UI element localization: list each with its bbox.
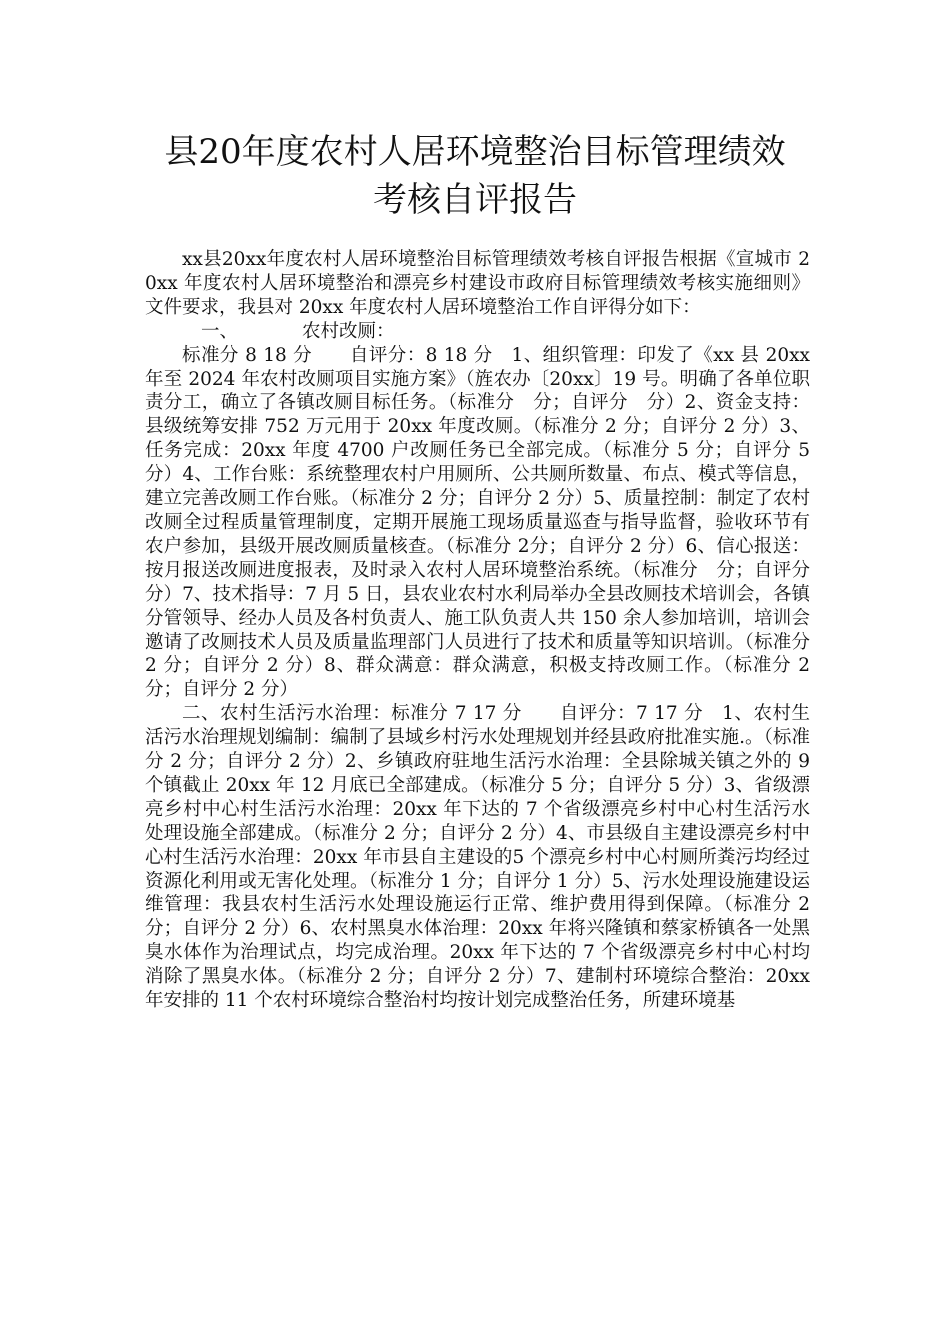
section1-paragraph: 标准分 8 18 分 自评分：8 18 分 1、组织管理：印发了《xx 县 20xx 年至 2024 年农村改厕项目实施方案》（旌农办〔20xx〕19 号。明确了各单位职责分工，确立了各镇改厕目标任务。（标准分 分；自评分 分）2、资金支持：县级统筹安排 752 万元用于 20xx 年度改厕。（标准分 2 分；自评分 2 分）3、任务完成：20xx 年度 4700 户改厕任务已全部完成。（标准分 5 分；自评分 5 分）4、工作台账：系统整理农村户用厕所、公共厕所数量、布点、模式等信息，建立完善改厕工作台账。（标准分 2 分；自评分 2 分）5、质量控制：制定了农村改厕全过程质量管理制度，定期开展施工现场质量巡查与指导监督，验收环节有农户参加，县级开展改厕质量核查。（标准分 2分；自评分 2 分）6、信心报送：按月报送改厕进度报表，及时录入农村人居环境整治系统。（标准分 分；自评分 分）7、技术指导：7 月 5 日，县农业农村水利局举办全县改厕技术培训会，各镇分管领导、经办人员及各村负责人、施工队负责人共 150 余人参加培训，培训会邀请了改厕技术人员及质量监理部门人员进行了技术和质量等知识培训。（标准分 2 分；自评分 2 分）8、群众满意：群众满意，积极支持改厕工作。（标准分 2 分；自评分 2 分） <box>145 344 829 701</box>
section1-heading <box>145 320 810 344</box>
section2-paragraph: 二、农村生活污水治理：标准分 7 17 分 自评分：7 17 分 1、农村生活污水治理规划编制：编制了县域乡村污水处理规划并经县政府批准实施.。（标准分 2 分；自评分 2 分）2、乡镇政府驻地生活污水治理：全县除城关镇之外的 9 个镇截止 20xx 年 12 月底已全部建成。（标准分 5 分；自评分 5 分）3、省级漂亮乡村中心村生活污水治理：20xx 年下达的 7 个省级漂亮乡村中心村生活污水处理设施全部建成。（标准分 2 分；自评分 2 分）4、市县级自主建设漂亮乡村中心村生活污水治理：20xx 年市县自主建设的5 个漂亮乡村中心村厕所粪污均经过资源化利用或无害化处理。（标准分 1 分；自评分 1 分）5、污水处理设施建设运维管理：我县农村生活污水处理设施运行正常、维护费用得到保障。（标准分 2 分；自评分 2 分）6、农村黑臭水体治理：20xx 年将兴隆镇和蔡家桥镇各一处黑臭水体作为治理试点，均完成治理。20xx 年下达的 7 个省级漂亮乡村中心村均消除了黑臭水体。（标准分 2 分；自评分 2 分）7、建制村环境综合整治：20xx 年安排的 11 个农村环境综合整治村均按计划完成整治任务，所建环境基 <box>145 703 810 1012</box>
section1-number: 一、 <box>201 320 239 342</box>
document-body <box>145 248 829 1013</box>
document-title-line2: 考核自评报告 <box>373 180 577 220</box>
document-title-line1: 县20年度农村人居环境整治目标管理绩效 <box>164 132 786 172</box>
intro-paragraph: xx县20xx年度农村人居环境整治目标管理绩效考核自评报告根据《宣城市 20xx 年度农村人居环境整治和漂亮乡村建设市政府目标管理绩效考核实施细则》文件要求，我县对 20xx 年度农村人居环境整治工作自评得分如下： <box>145 249 810 318</box>
section1-title: 农村改厕： <box>302 320 395 342</box>
